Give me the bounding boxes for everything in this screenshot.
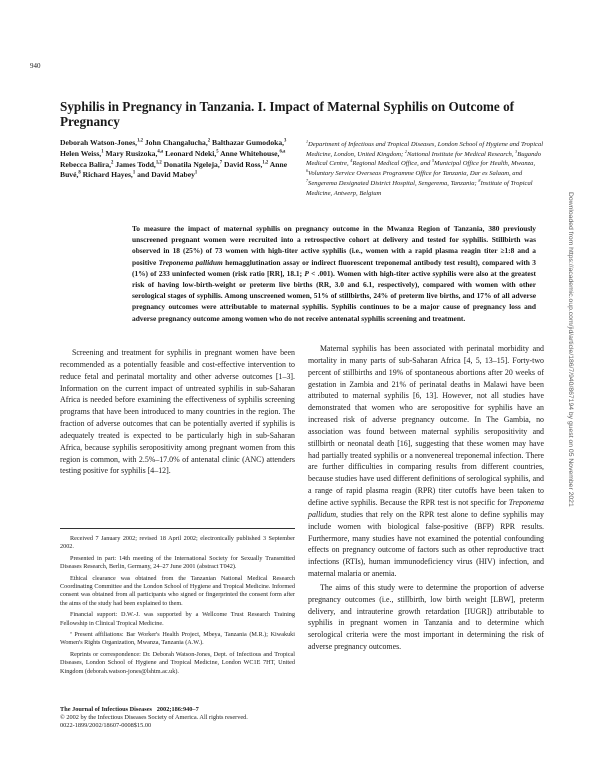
author: Anne Buvé,$^8$ — [60, 159, 288, 180]
author: James Todd,$^{1,2}$ — [115, 159, 162, 169]
affiliation: $^6$Voluntary Service Overseas Programme Office for Tanzania, Dar es Salaam, and — [306, 167, 523, 178]
download-watermark: Downloaded from https://academic.oup.com/jid/article/186/7/940/867194 by guest on 05 November 2021 — [567, 192, 574, 507]
journal-copyright: © 2002 by the Infectious Diseases Society of America. All rights reserved. — [60, 714, 248, 722]
author-list — [60, 138, 298, 181]
body-column-left — [60, 347, 295, 477]
footnote: Presented in part: 14th meeting of the International Society for Sexually Transmitted Diseases Research, Berlin, Germany, 24–27 June 2001 (abstract T042). — [60, 554, 295, 571]
journal-info — [60, 706, 300, 731]
footnote: Financial support: D.W.-J. was supported by a Wellcome Trust Research Training Fellowship in Clinical Tropical Medicine. — [60, 611, 295, 627]
author: Richard Hayes,$^1$ — [82, 170, 136, 180]
affiliation: $^2$National Institute for Medical Research, — [404, 148, 514, 158]
author: John Changalucha,$^2$ — [144, 138, 211, 147]
affiliation: $^1$Department of Infectious and Tropical Diseases, London School of Hygiene and Tropical Medicine, London, United Kingdom; — [306, 138, 544, 158]
author: Anne Whitehouse,$^{6,a}$ — [220, 148, 286, 158]
footnote: ª Present affiliations: Bar Worker's Health Project, Mbeya, Tanzania (M.R.); Kiwakuki Women's Rights Organization, Mwanza, Tanzania (A.W.). — [60, 631, 295, 647]
footnotes — [60, 535, 295, 679]
affiliation: $^3$Bugando Medical Centre, — [306, 148, 541, 168]
affiliations — [306, 140, 544, 198]
journal-citation-line: The Journal of Infectious Diseases 2002;186:940–7 — [60, 706, 199, 713]
affiliation: $^5$Municipal Office for Health, Mwanza, — [431, 158, 536, 168]
page-number: 940 — [30, 62, 41, 70]
body-paragraph: The aims of this study were to determine the proportion of adverse pregnancy outcomes (i.e., stillbirth, low birth weight [LBW], preterm delivery, and intrauterine growth retardation [IUGR]) attributable to syphilis in pregnant women in Tanzania and to determine which serological criteria were the most important in determining the risk of adverse pregnancy outcomes. — [308, 582, 544, 652]
affiliation: $^8$Institute of Tropical Medicine, Antwerp, Belgium — [306, 177, 533, 197]
author: Leonard Ndeki,$^5$ — [165, 148, 219, 158]
body-paragraph: Maternal syphilis has been associated with perinatal morbidity and mortality in many parts of sub-Saharan Africa [4, 5, 13–15]. Forty-two percent of stillbirths and 19% of spontaneous abortions after 20 weeks of gestation in Zambia and 21% of perinatal deaths in Malawi have been attributed to maternal syphilis [6, 13]. However, not all studies have demonstrated that women who are seropositive for syphilis have an increased risk of adverse pregnancy outcome. In The Gambia, no association was found between maternal syphilis seropositivity and stillbirth or neonatal death [16], suggesting that these women may have had partially treated syphilis or a nonvenereal treponemal infection. There are further difficulties in comparing results from different countries, because studies have used different definitions of serological syphilis, and a range of rapid plasma reagin (RPR) titer cutoffs have been taken to define active syphilis. Because the RPR test is not specific for Treponema pallidum, studies that rely on the RPR test alone to define syphilis may include women with biological false-positive (BFP) RPR results. Furthermore, many studies have not examined the potential confounding effects on pregnancy outcome of factors such as other reproductive tract infections (RTIs), human immunodeficiency virus (HIV) infection, and maternal malaria or anemia. — [308, 344, 544, 579]
author: Balthazar Gumodoka,$^3$ — [212, 138, 287, 147]
article-title: Syphilis in Pregnancy in Tanzania. I. Impact of Maternal Syphilis on Outcome of Pregnancy — [60, 99, 515, 129]
footnote: Ethical clearance was obtained from the Tanzanian National Medical Research Coordinating Committee and the London School of Hygiene and Tropical Medicine. Informed consent was obtained from all participants who signed or fingerprinted the consent form after the aims of the study had been explained to them. — [60, 574, 295, 607]
affiliation: $^4$Regional Medical Office, and — [350, 158, 431, 168]
footnote: Received 7 January 2002; revised 18 April 2002; electronically published 3 September 2002. — [60, 535, 295, 551]
body-column-right — [308, 343, 544, 653]
author: Donatila Ngeleja,$^7$ — [163, 159, 223, 169]
affiliation: $^7$Sengerema Designated District Hospital, Sengerema, Tanzania; — [306, 177, 477, 187]
body-paragraph: Screening and treatment for syphilis in pregnant women have been recommended as a potentially feasible and cost-effective intervention to reduce fetal and perinatal mortality and other adverse outcomes [1–3]. Information on the current impact of untreated syphilis in sub-Saharan Africa is needed before examining the effectiveness of syphilis screening programs that have been introduced to many countries in the region. The fraction of adverse outcomes that can be potentially averted if syphilis is adequately treated is expected to be particularly high in sub-Saharan Africa, because syphilis seropositivity among pregnant women from this region is common, with 2.5%–17.0% of antenatal clinic (ANC) attenders testing positive for syphilis [4–12]. — [60, 348, 295, 476]
footnote: Reprints or correspondence: Dr. Deborah Watson-Jones, Dept. of Infectious and Tropical Diseases, London School of Hygiene and Tropical Medicine, London WC1E 7HT, United Kingdom (deborah.watson-jones@lshtm.ac.uk). — [60, 650, 295, 675]
journal-issn: 0022-1899/2002/18607-0008$15.00 — [60, 722, 152, 730]
author: Deborah Watson-Jones,$^{1,2}$ — [60, 138, 143, 147]
author: Mary Rusizoka,$^{4,a}$ — [105, 148, 164, 158]
author: and David Mabey$^1$ — [137, 170, 198, 180]
author: David Ross,$^{1,2}$ — [224, 159, 269, 169]
author: Rebecca Balira,$^2$ — [60, 159, 114, 169]
author: Helen Weiss,$^1$ — [60, 148, 104, 158]
abstract: To measure the impact of maternal syphilis on pregnancy outcome in the Mwanza Region of Tanzania, 380 previously unscreened pregnant women were recruited into a retrospective cohort at delivery and tested for syphilis. Stillbirth was observed in 18 (25%) of 73 women with high-titer active syphilis (i.e., women with a rapid plasma reagin titer ≥1:8 and a positive Treponema pallidum hemagglutination assay or indirect fluorescent treponemal antibody test result), compared with 3 (1%) of 233 uninfected women (risk ratio [RR], 18.1; P < .001). Women with high-titer active syphilis were also at the greatest risk of having low-birth-weight or preterm live births (RR, 3.0 and 6.1, respectively), compared with women with other serological stages of syphilis. Among unscreened women, 51% of stillbirths, 24% of preterm live births, and 17% of all adverse pregnancy outcomes were attributable to maternal syphilis. Syphilis continues to be a major cause of pregnancy loss and adverse pregnancy outcome among women who do not receive antenatal syphilis screening and treatment. — [132, 224, 536, 323]
footnote-divider — [60, 528, 295, 529]
